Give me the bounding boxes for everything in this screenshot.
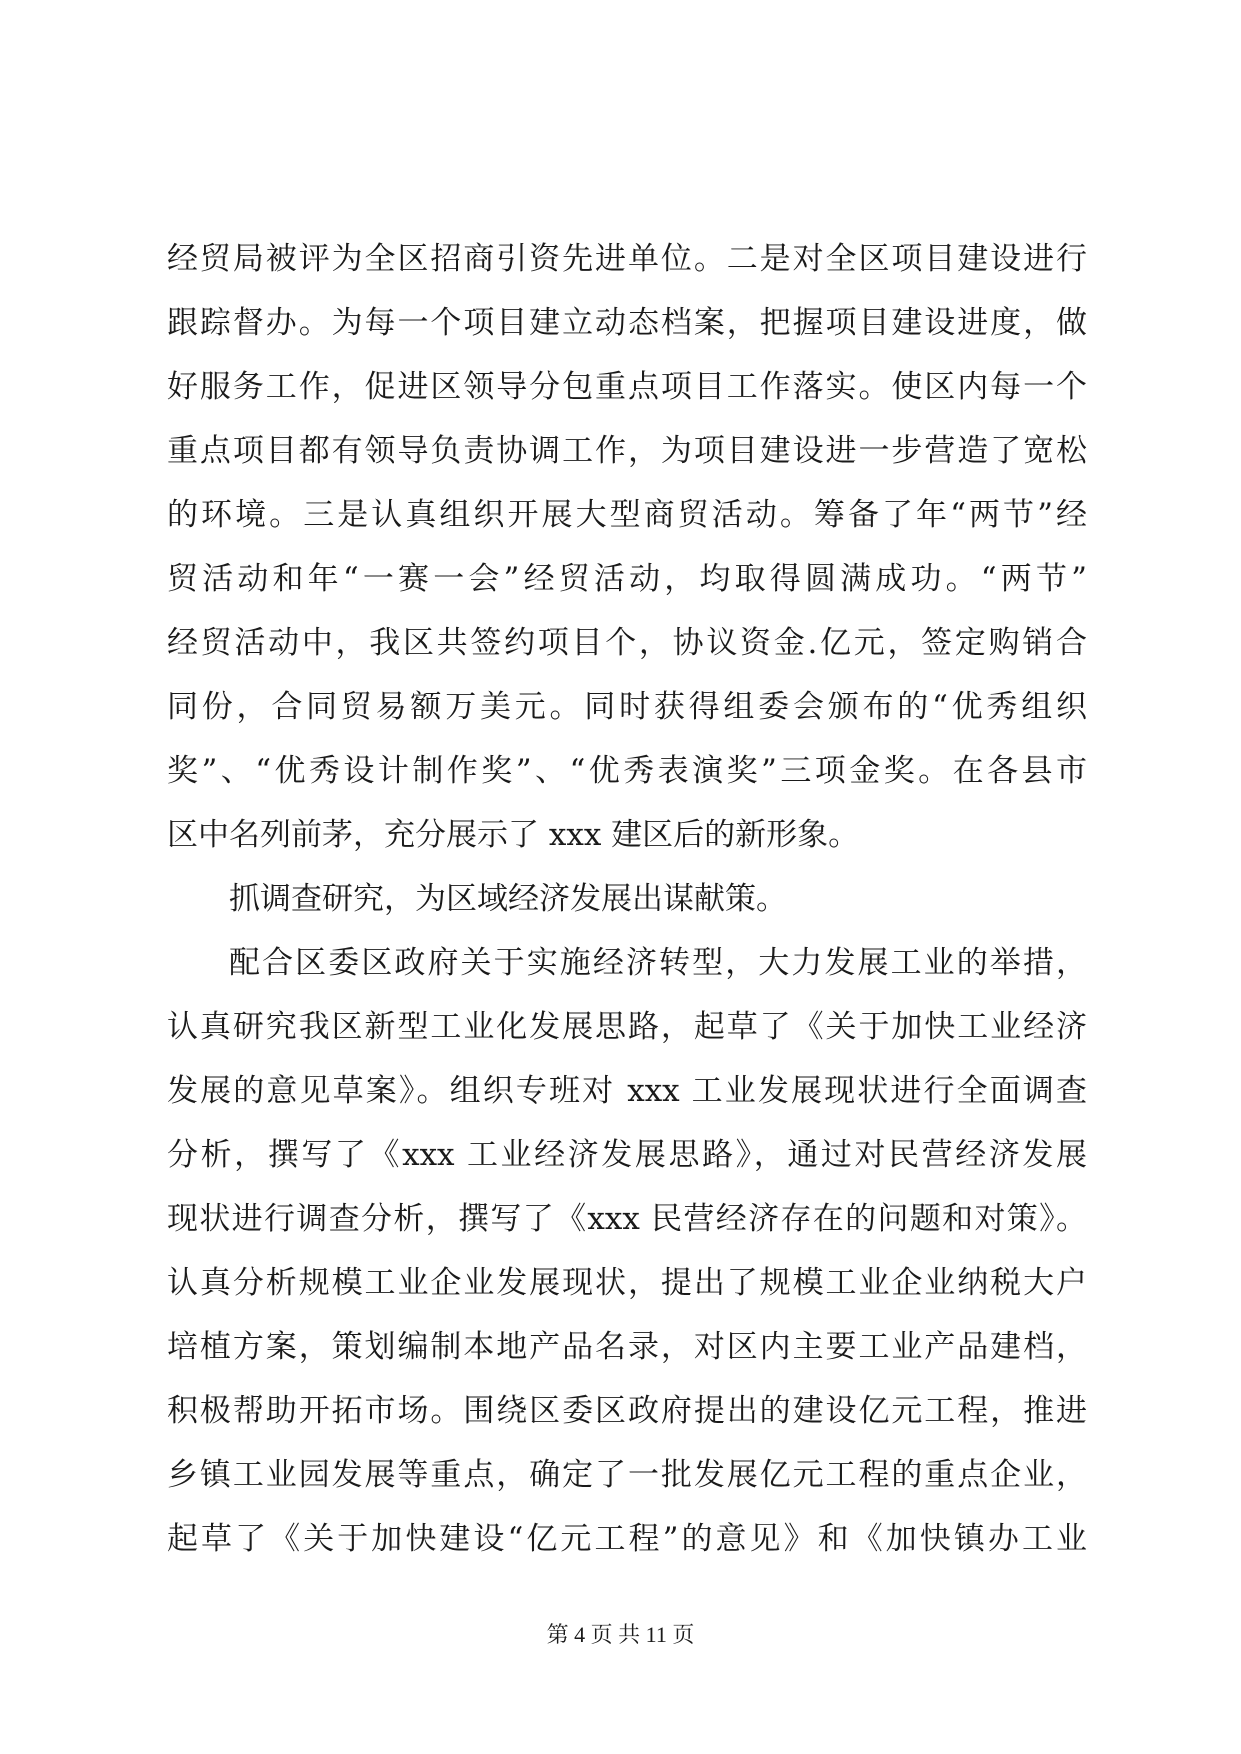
page-number-footer: 第 4 页 共 11 页 bbox=[546, 1622, 695, 1647]
text-line: 同份，合同贸易额万美元。同时获得组委会颁布的“优秀组织 bbox=[167, 689, 1087, 725]
text-line: 现状进行调查分析，撰写了《xxx 民营经济存在的问题和对策》。 bbox=[167, 1201, 1087, 1237]
text-line: 的环境。三是认真组织开展大型商贸活动。筹备了年“两节”经 bbox=[167, 497, 1087, 533]
text-line: 区中名列前茅，充分展示了 xxx 建区后的新形象。 bbox=[167, 817, 860, 853]
text-line: 发展的意见草案》。组织专班对 xxx 工业发展现状进行全面调查 bbox=[167, 1073, 1087, 1109]
paragraph-first-line: 配合区委区政府关于实施经济转型，大力发展工业的举措， bbox=[229, 945, 1087, 981]
text-line: 认真研究我区新型工业化发展思路，起草了《关于加快工业经济 bbox=[167, 1009, 1087, 1045]
section-heading: 抓调查研究，为区域经济发展出谋献策。 bbox=[229, 881, 787, 917]
text-line: 好服务工作，促进区领导分包重点项目工作落实。使区内每一个 bbox=[167, 369, 1087, 405]
text-line: 起草了《关于加快建设“亿元工程”的意见》和《加快镇办工业 bbox=[167, 1521, 1087, 1557]
document-body bbox=[167, 227, 1087, 1571]
text-line: 乡镇工业园发展等重点，确定了一批发展亿元工程的重点企业， bbox=[167, 1457, 1087, 1493]
text-line: 积极帮助开拓市场。围绕区委区政府提出的建设亿元工程，推进 bbox=[167, 1393, 1087, 1429]
text-line: 贸活动和年“一赛一会”经贸活动，均取得圆满成功。“两节” bbox=[167, 561, 1087, 597]
text-line: 重点项目都有领导负责协调工作，为项目建设进一步营造了宽松 bbox=[167, 433, 1087, 469]
text-line: 奖”、“优秀设计制作奖”、“优秀表演奖”三项金奖。在各县市 bbox=[167, 753, 1087, 789]
text-line: 认真分析规模工业企业发展现状，提出了规模工业企业纳税大户 bbox=[167, 1265, 1087, 1301]
text-line: 培植方案，策划编制本地产品名录，对区内主要工业产品建档， bbox=[167, 1329, 1087, 1365]
text-line: 分析，撰写了《xxx 工业经济发展思路》，通过对民营经济发展 bbox=[167, 1137, 1087, 1173]
text-line: 经贸活动中，我区共签约项目个，协议资金.亿元，签定购销合 bbox=[167, 625, 1087, 661]
text-line: 经贸局被评为全区招商引资先进单位。二是对全区项目建设进行 bbox=[167, 241, 1087, 277]
text-line: 跟踪督办。为每一个项目建立动态档案，把握项目建设进度，做 bbox=[167, 305, 1087, 341]
